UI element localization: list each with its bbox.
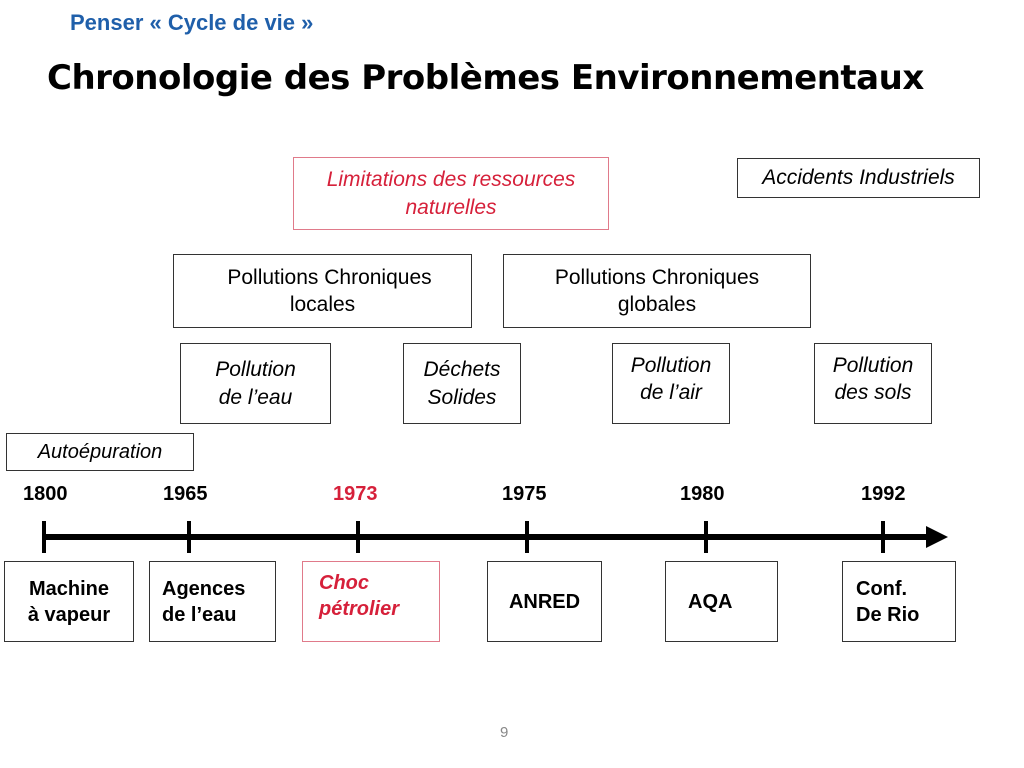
year-1965: 1965 [163,483,208,505]
limitations-box [293,157,609,230]
year-1992: 1992 [861,483,906,505]
accidents-label: Accidents Industriels [762,166,955,190]
agences-line-1: Agences [162,578,246,600]
timeline-arrowhead [926,526,948,548]
dechets-line-1: Déchets [423,358,501,382]
limitations-line-2: naturelles [405,195,497,219]
anred-label: ANRED [508,590,581,613]
aqa-label: AQA [688,590,733,613]
rio-line-2: De Rio [856,603,920,626]
slide-subtitle: Penser « Cycle de vie » [70,10,314,35]
year-1980: 1980 [680,483,725,505]
pollution-sols-line-1: Pollution [832,354,914,377]
chroniques-locales-line-2: locales [289,293,356,316]
pollution-air-box [612,343,730,424]
autoepuration-label: Autoépuration [37,441,163,463]
pollution-eau-line-2: de l’eau [218,385,293,409]
pollution-eau-box [180,343,331,424]
accidents-box [737,158,980,198]
machine-line-1: Machine [28,577,110,600]
event-aqa [665,561,778,642]
chroniques-globales-line-2: globales [617,293,697,316]
pollution-air-line-1: Pollution [630,354,712,377]
choc-line-1: Choc [319,572,369,594]
pollution-air-line-2: de l’air [640,381,702,405]
event-agences-eau [149,561,276,642]
year-1973: 1973 [333,483,378,505]
agences-line-2: de l’eau [162,604,237,626]
event-choc-petrolier [302,561,440,642]
event-conf-rio [842,561,956,642]
year-1975: 1975 [502,483,547,505]
year-1800: 1800 [23,483,68,505]
dechets-box [403,343,521,424]
slide-title: Chronologie des Problèmes Environnementaux [47,58,924,98]
chroniques-locales-box [173,254,472,328]
event-anred [487,561,602,642]
timeline-axis [0,515,1024,560]
pollution-eau-line-1: Pollution [215,358,296,382]
chroniques-globales-line-1: Pollutions Chroniques [554,265,760,289]
rio-line-1: Conf. [856,577,908,600]
choc-line-2: pétrolier [319,598,400,620]
limitations-line-1: Limitations des ressources [326,168,576,192]
pollution-sols-box [814,343,932,424]
page-number: 9 [500,724,509,741]
pollution-sols-line-2: des sols [834,381,912,405]
autoepuration-box [6,433,194,471]
chroniques-globales-box [503,254,811,328]
event-machine-vapeur [4,561,134,642]
dechets-line-2: Solides [427,385,497,409]
chroniques-locales-line-1: Pollutions Chroniques [227,265,432,289]
machine-line-2: à vapeur [27,603,111,626]
